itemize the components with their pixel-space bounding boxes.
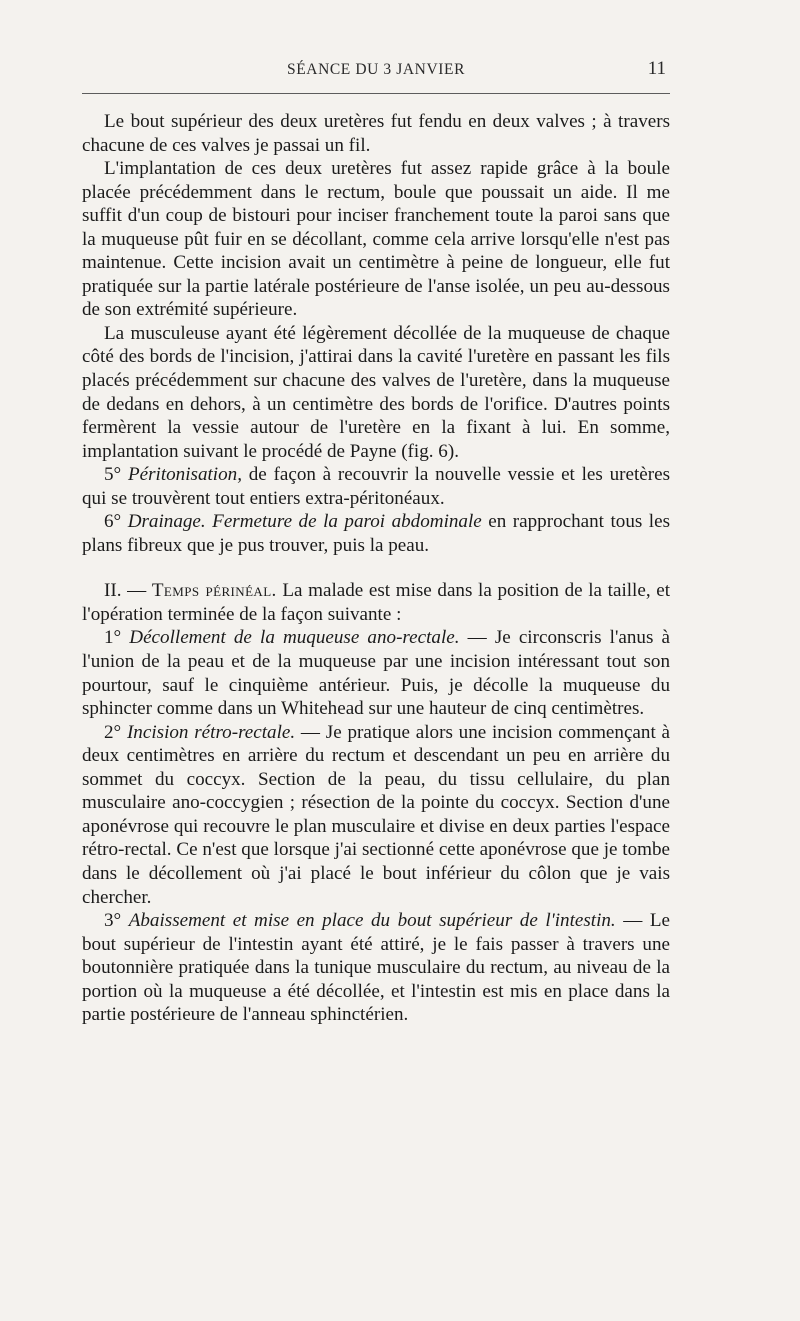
paragraph-text: — Je pratique alors une incision commençant à deux centimètres en arrière du rectum et descendant un peu en arrière du sommet du coccyx. Section de la peau, du tissu cellulaire, du plan musculaire ano-coccygien ; résection de la pointe du coccyx. Section d'une aponévrose qui recouvre le plan musculaire et divise en deux parties l'espace rétro-rectal. Ce n'est que lorsque j'ai sectionné cette aponévrose que je tombe dans le décollement où j'ai placé le bout inférieur du côlon que je vais chercher. <box>82 721 670 908</box>
paragraph-text: en rapprochant tous les plans fibreux que je pus trouver, puis la peau. <box>82 511 671 556</box>
step-number: 5° <box>104 464 122 486</box>
section-number: II. — <box>104 580 147 602</box>
step-title: Incision rétro-rectale. <box>126 721 296 743</box>
step-number: 3° <box>104 910 122 932</box>
step-title: Péritonisation, <box>127 464 242 486</box>
paragraph-text: Le bout supérieur des deux uretères fut fendu en deux valves ; à travers chacune de ces valves je passai un fil. <box>82 111 670 156</box>
step-number: 1° <box>104 627 122 649</box>
page-number: 11 <box>647 58 666 79</box>
header-rule <box>82 93 670 94</box>
paragraph-text: — Le bout supérieur de l'intestin ayant été attiré, je le fais passer à travers une boutonnière pratiquée dans la tunique musculaire du rectum, au niveau de la portion où la muqueuse a été décollée, et l'intestin est mis en place dans la partie postérieure de l'anneau sphinctérien. <box>82 910 671 1026</box>
paragraph-text: La malade est mise dans la position de la taille, et l'opération terminée de la façon suivante : <box>82 580 671 625</box>
step-number: 6° <box>104 511 122 533</box>
section-perineal <box>82 579 670 626</box>
paragraph-ureter-valves <box>82 110 670 157</box>
paragraph-step-5 <box>82 463 670 510</box>
paragraph-text: La musculeuse ayant été légèrement décollée de la muqueuse de chaque côté des bords de l'incision, j'attirai dans la cavité l'uretère en passant les fils placés précédemment sur chacune des valves de l'uretère, dans la muqueuse de dedans en dehors, à un centimètre des bords de l'orifice. D'autres points fermèrent la vessie autour de l'uretère en la fixant à lui. En somme, implantation suivant le procédé de Payne (fig. 6). <box>82 322 670 462</box>
step-title: Décollement de la muqueuse ano-rectale. <box>129 627 460 649</box>
section-title: Temps périnéal. <box>151 580 277 602</box>
paragraph-musculeuse <box>82 322 670 463</box>
paragraph-implantation <box>82 157 670 322</box>
step-title: Abaissement et mise en place du bout supérieur de l'intestin. <box>128 910 616 932</box>
step-number: 2° <box>104 721 122 743</box>
running-title: SÉANCE DU 3 JANVIER <box>286 61 466 78</box>
paragraph-text: — Je circonscris l'anus à l'union de la peau et de la muqueuse par une incision intéressant tout son pourtour, sauf le cinquième antérieur. Puis, je décolle la muqueuse du sphincter comme dans un Whitehead sur une hauteur de cinq centimètres. <box>82 627 670 720</box>
running-header <box>82 58 670 86</box>
step-title: Drainage. Fermeture de la paroi abdominale <box>127 511 482 533</box>
paragraph-step-3 <box>82 909 670 1027</box>
paragraph-step-1 <box>82 626 670 720</box>
page-body <box>82 110 670 1027</box>
paragraph-text: de façon à recouvrir la nouvelle vessie et les uretères qui se trouvèrent tout entiers extra-péritonéaux. <box>82 464 671 509</box>
paragraph-text: L'implantation de ces deux uretères fut assez rapide grâce à la boule placée précédemment dans le rectum, boule que poussait un aide. Il me suffit d'un coup de bistouri pour inciser franchement toute la paroi sans que la muqueuse pût fuir en se décollant, comme cela arrive lorsqu'elle n'est pas maintenue. Cette incision avait un centimètre à peine de longueur, elle fut pratiquée sur la partie latérale postérieure de l'anse isolée, un peu au-dessous de son extrémité supérieure. <box>82 158 670 321</box>
paragraph-step-6 <box>82 510 670 557</box>
paragraph-step-2 <box>82 721 670 909</box>
